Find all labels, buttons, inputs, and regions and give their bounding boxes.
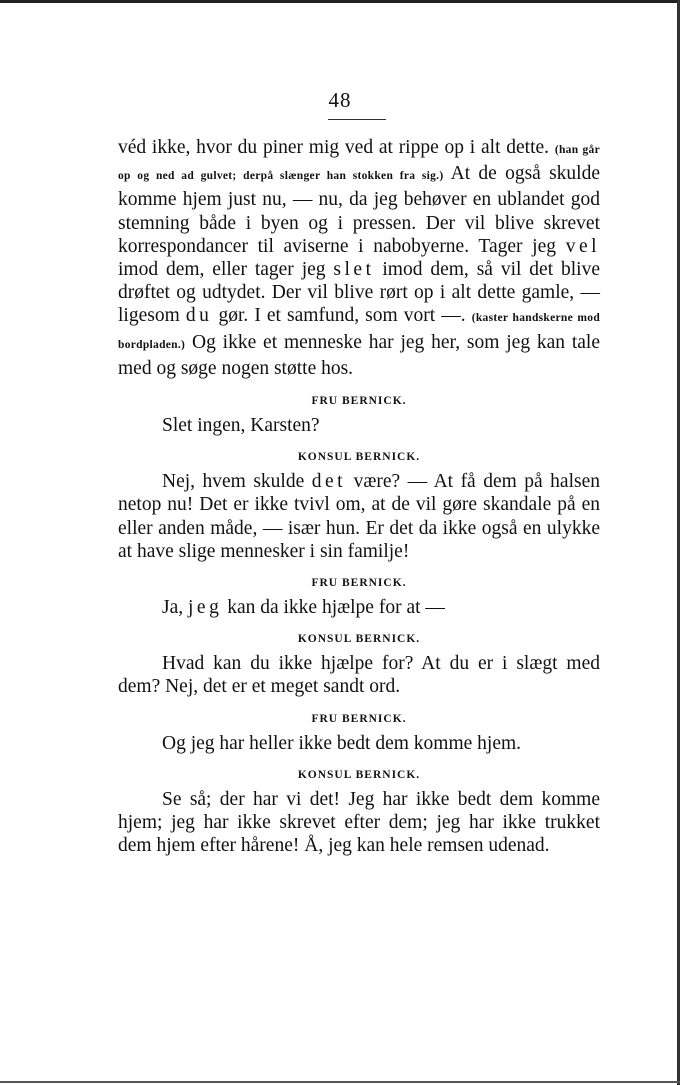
page-edge-top xyxy=(0,0,680,3)
stage-direction: (kaster handskerne mod bordpladen.) xyxy=(118,312,601,351)
stage-direction: (han går op og ned ad gulvet; derpå slænger han stokken fra sig.) xyxy=(118,144,600,183)
emphasized-word: det xyxy=(311,471,347,493)
dialogue-text: kan da ikke hjælpe for at — xyxy=(227,597,445,619)
speaker-name: FRU BERNICK. xyxy=(311,712,407,725)
dialogue-line: Se så; der har vi det! Jeg har ikke bedt dem komme hjem; jeg har ikke skrevet efter dem; jeg har ikke trukket dem hjem efter hårene! Å, jeg kan hele remsen udenad. xyxy=(118,788,600,857)
emphasized-word: vel xyxy=(565,235,601,257)
dialogue-line xyxy=(118,596,600,619)
emphasized-word: jeg xyxy=(188,597,223,619)
speaker-name: KONSUL BERNICK. xyxy=(297,633,421,646)
dialogue-line: Hvad kan du ikke hjælpe for? At du er i slægt med dem? Nej, det er et meget sandt ord. xyxy=(118,653,600,698)
emphasized-word: du xyxy=(185,305,213,327)
speech-text: gør. I et samfund, som vort —. xyxy=(218,305,466,327)
speaker-name: FRU BERNICK. xyxy=(311,577,407,590)
speech-text: imod dem, så vil det blive drøftet og udtydet. Der vil blive rørt op i alt dette gamle, — ligesom xyxy=(118,259,600,327)
dialogue-text: Ja, xyxy=(162,597,184,619)
page-edge-bottom xyxy=(0,1081,680,1083)
dialogue-text: Nej, hvem skulde xyxy=(162,471,305,493)
dialogue-line: Slet ingen, Karsten? xyxy=(162,415,320,437)
emphasized-word: slet xyxy=(333,259,375,281)
speech-text: Og ikke et menneske har jeg her, som jeg kan tale med og søge nogen støtte hos. xyxy=(118,331,601,379)
speech-text: véd ikke, hvor du piner mig ved at rippe op i alt dette. xyxy=(118,137,550,158)
page-text xyxy=(118,136,600,857)
speech-paragraph xyxy=(118,136,600,380)
dialogue-line: Og jeg har heller ikke bedt dem komme hjem. xyxy=(162,732,522,754)
speech-text: At de også skulde komme hjem just nu, — nu, da jeg behøver en ublandet god stemning både i byen og i pressen. Der vil blive skrevet korrespondancer til aviserne i nabobyerne. Tager jeg xyxy=(118,163,600,257)
speaker-name: KONSUL BERNICK. xyxy=(297,768,421,781)
page-number-underline xyxy=(328,119,386,120)
dialogue-text: være? — At få dem på halsen netop nu! Det er ikke tvivl om, at de vil gøre skandale på en eller anden måde, — især hun. Er det da ikke også en ulykke at have slige mennesker i sin familje! xyxy=(118,471,601,562)
page-number: 48 xyxy=(328,88,352,112)
speaker-name: KONSUL BERNICK. xyxy=(297,451,421,464)
speaker-name: FRU BERNICK. xyxy=(311,395,407,408)
dialogue-line xyxy=(118,470,600,563)
speech-text: imod dem, eller tager jeg xyxy=(118,259,326,281)
